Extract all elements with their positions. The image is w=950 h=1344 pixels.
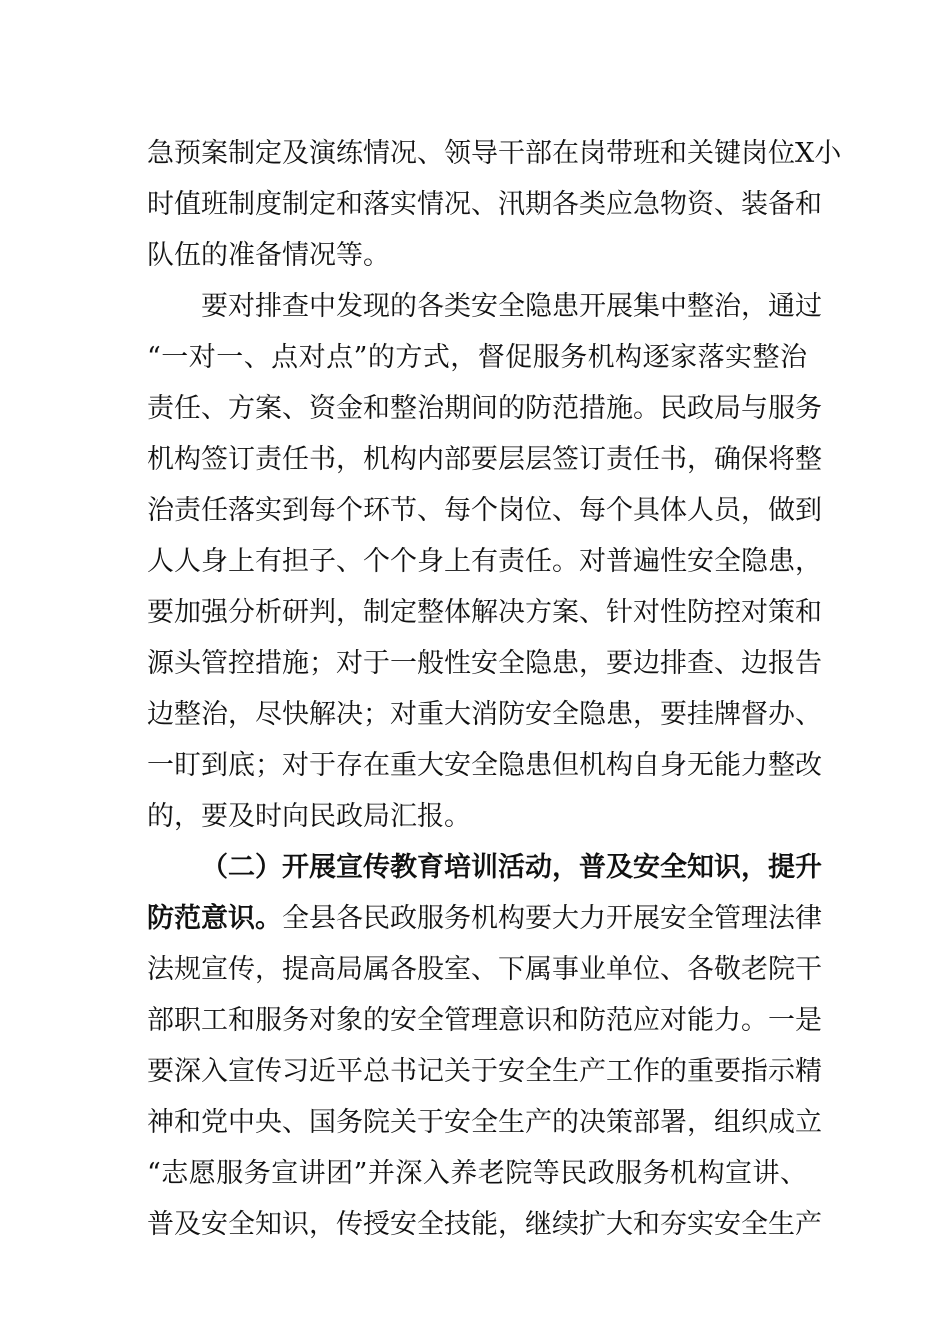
- paragraph-line: 普及安全知识，传授安全技能，继续扩大和夯实安全生产: [147, 1209, 822, 1240]
- paragraph-line: 部职工和服务对象的安全管理意识和防范应对能力。一是: [147, 1005, 822, 1036]
- paragraph-line: 边整治，尽快解决；对重大消防安全隐患，要挂牌督办、: [147, 699, 822, 730]
- paragraph-line: 急预案制定及演练情况、领导干部在岗带班和关键岗位X小: [147, 138, 842, 169]
- paragraph-line: 治责任落实到每个环节、每个岗位、每个具体人员，做到: [147, 495, 822, 526]
- paragraph-line: 责任、方案、资金和整治期间的防范措施。民政局与服务: [147, 393, 822, 424]
- section-heading: （二）开展宣传教育培训活动，普及安全知识，提升: [201, 852, 822, 883]
- paragraph-line: 的，要及时向民政局汇报。: [147, 801, 471, 832]
- paragraph-line: 神和党中央、国务院关于安全生产的决策部署，组织成立: [147, 1107, 822, 1138]
- paragraph-line: 源头管控措施；对于一般性安全隐患，要边排查、边报告: [147, 648, 822, 679]
- paragraph-line: 要深入宣传习近平总书记关于安全生产工作的重要指示精: [147, 1056, 822, 1087]
- paragraph-line: 一盯到底；对于存在重大安全隐患但机构自身无能力整改: [147, 750, 822, 781]
- paragraph-text: 全县各民政服务机构要大力开展安全管理法律: [282, 903, 822, 934]
- paragraph-line: 队伍的准备情况等。: [147, 240, 390, 271]
- paragraph-line: 法规宣传，提高局属各股室、下属事业单位、各敬老院干: [147, 954, 822, 985]
- document-body: [147, 128, 842, 1250]
- paragraph-line: “志愿服务宣讲团”并深入养老院等民政服务机构宣讲、: [147, 1158, 807, 1189]
- section-heading-continuation: 防范意识。: [147, 903, 282, 934]
- paragraph-line: 时值班制度制定和落实情况、汛期各类应急物资、装备和: [147, 189, 822, 220]
- paragraph-line: 机构签订责任书，机构内部要层层签订责任书，确保将整: [147, 444, 822, 475]
- paragraph-line: 要加强分析研判，制定整体解决方案、针对性防控对策和: [147, 597, 822, 628]
- paragraph-line: “一对一、点对点”的方式，督促服务机构逐家落实整治: [147, 342, 807, 373]
- paragraph-line: 人人身上有担子、个个身上有责任。对普遍性安全隐患，: [147, 546, 822, 577]
- paragraph-line: 要对排查中发现的各类安全隐患开展集中整治，通过: [201, 291, 822, 322]
- paragraph-line: [147, 893, 822, 944]
